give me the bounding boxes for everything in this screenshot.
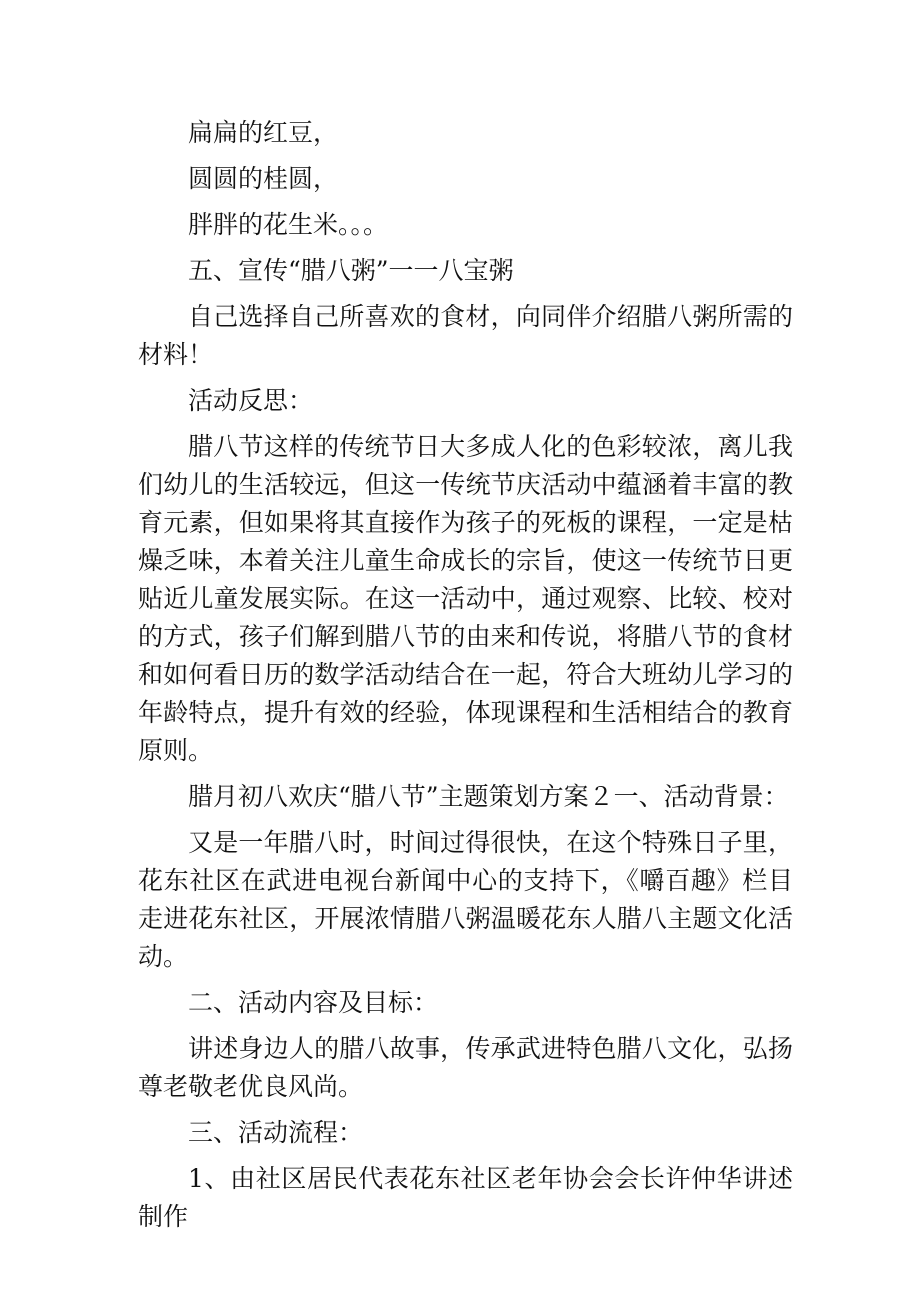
section-heading-plan-2-background: 腊月初八欢庆“腊八节”主题策划方案２一、活动背景： — [188, 782, 789, 811]
paragraph-longan: 圆圆的桂圆， — [188, 164, 339, 193]
paragraph-process-step-1: 1、由社区居民代表花东社区老年协会会长许仲华讲述制作 — [138, 1164, 793, 1231]
section-heading-content-goals: 二、活动内容及目标： — [188, 988, 439, 1017]
paragraph-peanuts: 胖胖的花生米。。。 — [188, 210, 389, 239]
paragraph-red-beans: 扁扁的红豆， — [188, 118, 339, 147]
paragraph-content-goals-body: 讲述身边人的腊八故事，传承武进特色腊八文化，弘扬尊老敬老优良风尚。 — [138, 1034, 793, 1101]
section-heading-process: 三、活动流程： — [188, 1118, 364, 1147]
document-body — [138, 114, 793, 1244]
paragraph-reflection-body: 腊八节这样的传统节日大多成人化的色彩较浓，离儿我们幼儿的生活较远，但这一传统节庆活动中蕴涵着丰富的教育元素，但如果将其直接作为孩子的死板的课程，一定是枯燥乏味，本着关注儿童生命成长的宗旨，使这一传统节日更贴近儿童发展实际。在这一活动中，通过观察、比较、校对的方式，孩子们解到腊八节的由来和传说，将腊八节的食材和如何看日历的数学活动结合在一起，符合大班幼儿学习的年龄特点，提升有效的经验，体现课程和生活相结合的教育原则。 — [138, 432, 793, 765]
paragraph-choose-ingredients: 自己选择自己所喜欢的食材，向同伴介绍腊八粥所需的材料！ — [138, 302, 793, 369]
paragraph-background-body: 又是一年腊八时，时间过得很快，在这个特殊日子里，花东社区在武进电视台新闻中心的支持下，《嚼百趣》栏目走进花东社区，开展浓情腊八粥温暖花东人腊八主题文化活动。 — [138, 828, 793, 971]
section-heading-promote-porridge: 五、宣传“腊八粥”一一八宝粥 — [188, 256, 514, 285]
section-heading-reflection: 活动反思： — [188, 386, 314, 415]
